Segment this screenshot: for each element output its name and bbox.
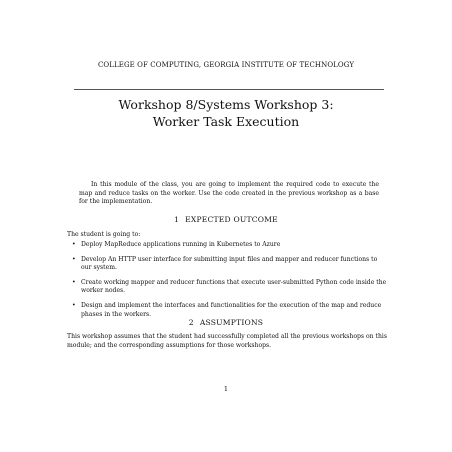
section-heading-expected-outcome — [0, 215, 452, 224]
page-number: 1 — [223, 385, 229, 393]
bullet-icon: • — [72, 301, 76, 309]
bullet-icon: • — [72, 255, 76, 263]
title-line-2: Worker Task Execution — [152, 114, 300, 129]
header-rule — [74, 89, 384, 90]
section-number: 2 — [188, 318, 194, 327]
bullet-icon: • — [72, 278, 76, 286]
assumptions-paragraph: This workshop assumes that the student had successfully completed all the previous workshops on this module; and the corresponding assumptions for those workshops. — [67, 333, 387, 349]
list-item — [67, 241, 387, 250]
section-heading-assumptions — [0, 318, 452, 327]
section-number: 1 — [174, 215, 180, 224]
document-title — [0, 96, 452, 130]
list-item-text: Design and implement the interfaces and functionalities for the execution of the map and reduce phases in the workers. — [81, 301, 382, 318]
section-title: EXPECTED OUTCOME — [185, 215, 278, 224]
list-item — [67, 279, 387, 296]
list-item — [67, 256, 387, 273]
section-title: ASSUMPTIONS — [199, 318, 264, 327]
section-intro: The student is going to: — [67, 231, 141, 238]
list-item — [67, 302, 387, 319]
bullet-icon: • — [72, 241, 76, 248]
list-item-text: Develop An HTTP user interface for submitting input files and mapper and reducer functions to our system. — [81, 255, 378, 272]
list-item-text: Create working mapper and reducer functions that execute user-submitted Python code inside the worker nodes. — [81, 278, 387, 295]
abstract-paragraph: In this module of the class, you are going to implement the required code to execute the map and reduce tasks on the worker. Use the code created in the previous workshop as a base for the implementation. — [79, 181, 379, 206]
outcome-list — [67, 241, 387, 325]
title-line-1: Workshop 8/Systems Workshop 3: — [118, 97, 334, 112]
institution-header: COLLEGE OF COMPUTING, GEORGIA INSTITUTE OF TECHNOLOGY — [97, 61, 355, 69]
list-item-text: Deploy MapReduce applications running in Kubernetes to Azure — [81, 241, 281, 248]
